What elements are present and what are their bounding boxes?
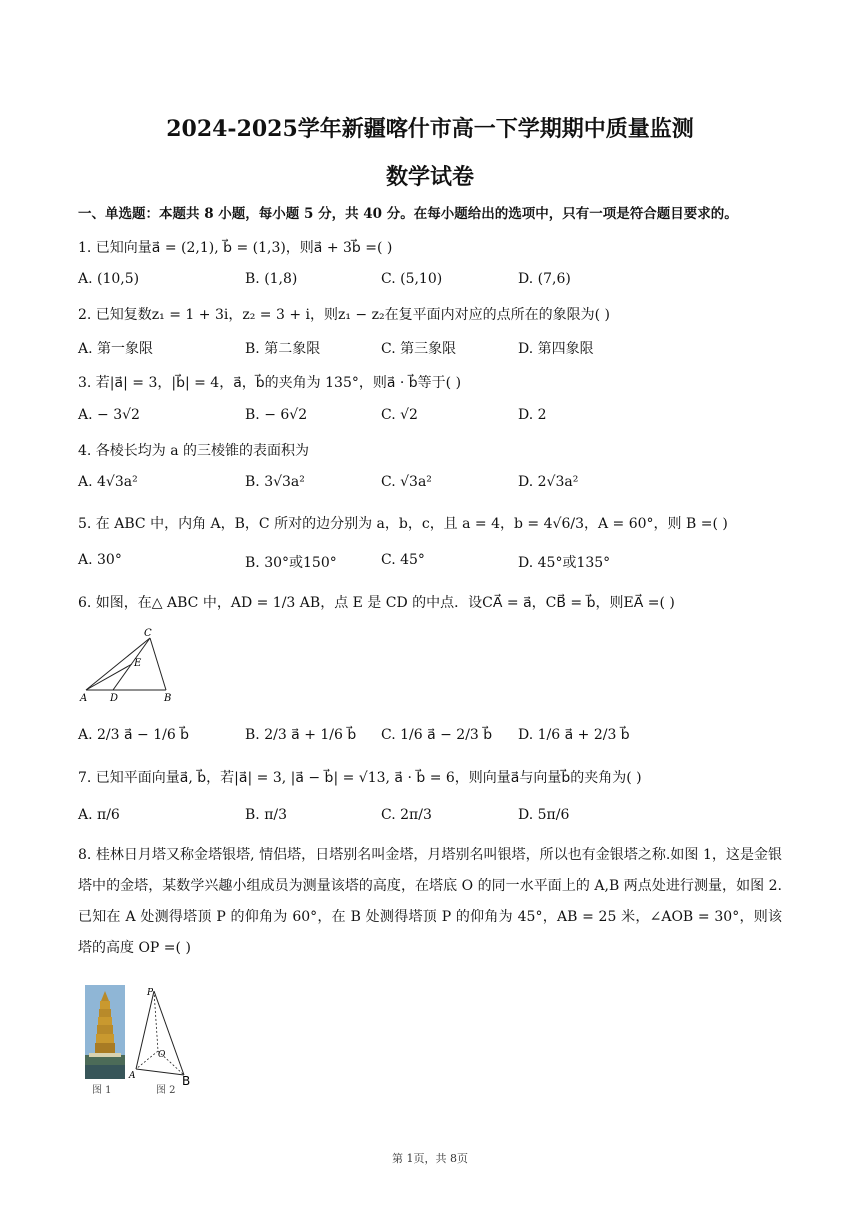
q7-option-b: B. π/3 — [245, 807, 288, 823]
q7-option-c: C. 2π/3 — [381, 807, 432, 823]
edge-bc — [150, 638, 166, 690]
q3-option-d: D. 2 — [518, 407, 547, 423]
q7-option-a: A. π/6 — [78, 807, 120, 823]
question-5-stem: 5. 在 ABC 中，内角 A，B，C 所对的边分别为 a，b，c，且 a = 4，b = 4√6/3，A = 60°，则 B =( ) — [78, 516, 728, 532]
edge-pb — [154, 991, 184, 1075]
q5-option-d: D. 45°或135° — [518, 555, 611, 571]
q5-option-c: C. 45° — [381, 552, 425, 568]
segment-ea — [86, 664, 132, 690]
page-title: 2024-2025学年新疆喀什市高一下学期期中质量监测 — [166, 116, 694, 142]
pyramid-diagram — [128, 985, 198, 1088]
q6-option-b: B. 2/3 a⃗ + 1/6 b⃗ — [245, 727, 357, 743]
q6-option-d: D. 1/6 a⃗ + 2/3 b⃗ — [518, 727, 630, 743]
q4-option-a: A. 4√3a² — [78, 474, 138, 490]
q2-option-a: A. 第一象限 — [78, 341, 154, 357]
question-6-stem: 6. 如图，在△ ABC 中，AD = 1/3 AB，点 E 是 CD 的中点．设CA⃗ = a⃗，CB⃗ = b⃗，则EA⃗ =( ) — [78, 595, 675, 611]
q1-option-d: D. (7,6) — [518, 271, 571, 287]
q1-option-c: C. (5,10) — [381, 271, 443, 287]
q6-option-c: C. 1/6 a⃗ − 2/3 b⃗ — [381, 727, 493, 743]
edge-pa — [136, 991, 154, 1069]
q5-option-b: B. 30°或150° — [245, 555, 337, 571]
label-p: P — [147, 988, 154, 998]
label-a: A — [129, 1071, 136, 1081]
q1-option-a: A. (10,5) — [78, 271, 140, 287]
question-4-stem: 4. 各棱长均为 a 的三棱锥的表面积为 — [78, 443, 310, 459]
q4-option-d: D. 2√3a² — [518, 474, 579, 490]
label-e: E — [134, 658, 142, 669]
label-c: C — [144, 628, 152, 639]
q3-option-a: A. − 3√2 — [78, 407, 140, 423]
label-b: B — [182, 1074, 191, 1088]
q7-option-d: D. 5π/6 — [518, 807, 570, 823]
q2-option-b: B. 第二象限 — [245, 341, 321, 357]
q5-option-a: A. 30° — [78, 552, 122, 568]
question-7-stem: 7. 已知平面向量a⃗, b⃗，若|a⃗| = 3, |a⃗ − b⃗| = √13, a⃗ · b⃗ = 6，则向量a⃗与向量b⃗的夹角为( ) — [78, 770, 642, 786]
edge-ab — [136, 1069, 184, 1075]
q1-option-b: B. (1,8) — [245, 271, 298, 287]
q4-option-c: C. √3a² — [381, 474, 432, 490]
triangle-abc-figure — [78, 628, 188, 704]
question-2-stem: 2. 已知复数z₁ = 1 + 3i，z₂ = 3 + i，则z₁ − z₂在复平面内对应的点所在的象限为( ) — [78, 307, 610, 323]
label-a: A — [80, 693, 88, 704]
page-footer: 第 1页，共 8页 — [392, 1152, 468, 1165]
q3-option-b: B. − 6√2 — [245, 407, 308, 423]
golden-tower-photo — [85, 985, 125, 1079]
section-heading: 一、单选题：本题共 8 小题，每小题 5 分，共 40 分。在每小题给出的选项中，只有一项是符合题目要求的。 — [78, 206, 738, 222]
label-b: B — [164, 693, 172, 704]
label-d: D — [110, 693, 119, 704]
q2-option-c: C. 第三象限 — [381, 341, 457, 357]
figure-2-caption: 图 2 — [156, 1085, 176, 1096]
question-3-stem: 3. 若|a⃗| = 3，|b⃗| = 4，a⃗，b⃗的夹角为 135°，则a⃗ · b⃗等于( ) — [78, 375, 462, 391]
q3-option-c: C. √2 — [381, 407, 418, 423]
page-subtitle: 数学试卷 — [385, 164, 474, 190]
question-8-stem: 8. 桂林日月塔又称金塔银塔, 情侣塔，日塔别名叫金塔，月塔别名叫银塔，所以也有金银塔之称.如图 1，这是金银塔中的金塔，某数学兴趣小组成员为测量该塔的高度，在塔底 O 的同一水平面上的 A,B 两点处进行测量，如图 2.已知在 A 处测得塔顶 P 的仰角为 60°，在 B 处测得塔顶 P 的仰角为 45°，AB = 25 米，∠AOB = 30°，则该塔的高度 OP =( ) — [78, 847, 782, 956]
q4-option-b: B. 3√3a² — [245, 474, 305, 490]
label-o: O — [158, 1050, 166, 1060]
figure-1-caption: 图 1 — [92, 1085, 112, 1096]
q2-option-d: D. 第四象限 — [518, 341, 594, 357]
q6-option-a: A. 2/3 a⃗ − 1/6 b⃗ — [78, 727, 190, 743]
question-1-stem: 1. 已知向量a⃗ = (2,1), b⃗ = (1,3)，则a⃗ + 3b⃗ =( ) — [78, 240, 393, 256]
